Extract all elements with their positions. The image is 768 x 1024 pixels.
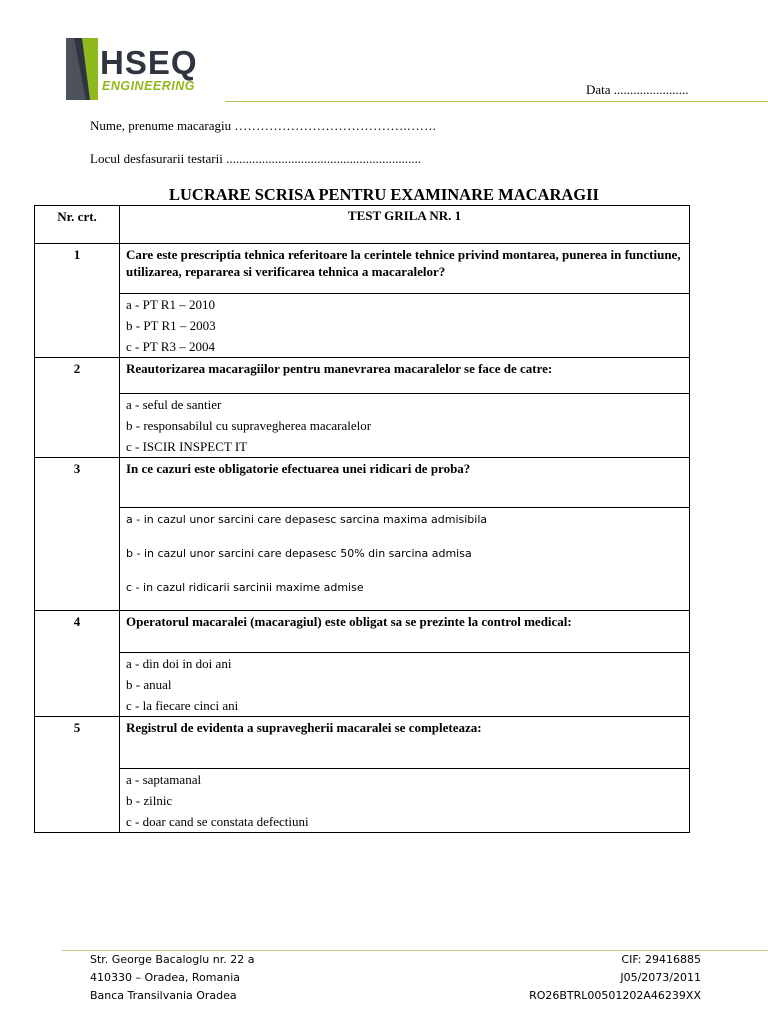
question-text-cell: [120, 717, 690, 769]
options-row: [35, 394, 690, 458]
question-number: 2: [35, 358, 120, 458]
option-c[interactable]: c - la fiecare cinci ani: [126, 698, 239, 713]
option-c[interactable]: c - ISCIR INSPECT IT: [126, 439, 248, 454]
question-text: Registrul de evidenta a supravegherii macaralei se completeaza:: [126, 720, 482, 735]
header-test: TEST GRILA NR. 1: [120, 206, 690, 244]
option-a[interactable]: a - saptamanal: [126, 772, 202, 787]
table-header-row: [35, 206, 690, 244]
question-text: Care este prescriptia tehnica referitoare la cerintele tehnice privind montarea, punerea in functiune, utilizarea, repararea si verificarea tehnica a macaralelor?: [126, 247, 681, 279]
option-c[interactable]: c - in cazul ridicarii sarcinii maxime admise: [126, 581, 364, 594]
options-cell: [120, 294, 690, 358]
location-field[interactable]: Locul desfasurarii testarii ............................................................: [90, 151, 422, 166]
question-text-cell: [120, 358, 690, 394]
iban: RO26BTRL00501202A46239XX: [529, 989, 701, 1002]
option-a[interactable]: a - in cazul unor sarcini care depasesc sarcina maxima admisibila: [126, 513, 488, 526]
cif-number: CIF: 29416885: [621, 953, 701, 966]
question-text: In ce cazuri este obligatorie efectuarea unei ridicari de proba?: [126, 461, 471, 476]
option-b[interactable]: b - PT R1 – 2003: [126, 318, 216, 333]
option-c[interactable]: c - PT R3 – 2004: [126, 339, 215, 354]
options-cell: [120, 394, 690, 458]
option-a[interactable]: a - seful de santier: [126, 397, 222, 412]
options-row: [35, 653, 690, 717]
question-text: Operatorul macaralei (macaragiul) este obligat sa se prezinte la control medical:: [126, 614, 572, 629]
logo-text: HSEQ: [100, 44, 198, 81]
question-number: 4: [35, 611, 120, 717]
question-row: [35, 244, 690, 294]
question-number: 1: [35, 244, 120, 358]
question-row: [35, 717, 690, 769]
header-divider: [225, 101, 768, 102]
option-a[interactable]: a - din doi in doi ani: [126, 656, 232, 671]
option-b[interactable]: b - zilnic: [126, 793, 173, 808]
date-field[interactable]: Data .......................: [586, 82, 689, 97]
footer-address: [90, 951, 254, 1005]
name-field[interactable]: Nume, prenume macaragiu ………………………………….…….: [90, 118, 436, 133]
logo-subtext: ENGINEERING: [102, 79, 196, 93]
options-cell: [120, 769, 690, 833]
question-row: [35, 458, 690, 508]
option-b[interactable]: b - responsabilul cu supravegherea macaralelor: [126, 418, 372, 433]
options-row: [35, 294, 690, 358]
address-line-1: Str. George Bacaloglu nr. 22 a: [90, 953, 255, 966]
hseq-logo-mark: [62, 36, 102, 106]
company-logo: [62, 36, 212, 106]
question-text-cell: [120, 458, 690, 508]
options-cell: [120, 508, 690, 611]
option-b[interactable]: b - in cazul unor sarcini care depasesc 50% din sarcina admisa: [126, 547, 472, 560]
question-text-cell: [120, 611, 690, 653]
option-c[interactable]: c - doar cand se constata defectiuni: [126, 814, 309, 829]
question-row: [35, 611, 690, 653]
question-number: 5: [35, 717, 120, 833]
options-row: [35, 508, 690, 611]
registration-number: J05/2073/2011: [620, 971, 701, 984]
quiz-table: [34, 205, 690, 833]
question-text-cell: [120, 244, 690, 294]
option-b[interactable]: b - anual: [126, 677, 172, 692]
bank-name: Banca Transilvania Oradea: [90, 989, 237, 1002]
question-number: 3: [35, 458, 120, 611]
question-row: [35, 358, 690, 394]
options-cell: [120, 653, 690, 717]
document-title: LUCRARE SCRISA PENTRU EXAMINARE MACARAGII: [169, 185, 599, 204]
address-line-2: 410330 – Oradea, Romania: [90, 971, 240, 984]
options-row: [35, 769, 690, 833]
header-nr: Nr. crt.: [35, 206, 120, 244]
question-text: Reautorizarea macaragiilor pentru manevrarea macaralelor se face de catre:: [126, 361, 553, 376]
option-a[interactable]: a - PT R1 – 2010: [126, 297, 215, 312]
footer-company-ids: [529, 951, 701, 1005]
